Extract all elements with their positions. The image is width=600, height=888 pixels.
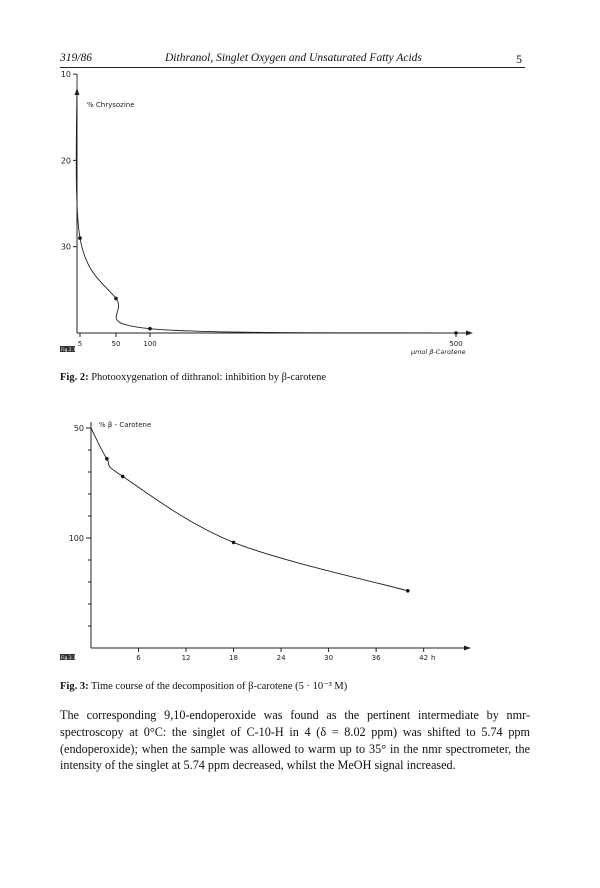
fig2-caption-text: Photooxygenation of dithranol: inhibition by β-carotene	[91, 372, 327, 383]
page-number: 5	[516, 52, 522, 66]
fig2-caption-label: Fig. 2:	[60, 372, 89, 383]
fig3-xtick-label: 36	[371, 654, 381, 662]
fig2-x-arrow	[466, 331, 473, 336]
fig2-xtick-label: 500	[449, 340, 463, 348]
fig3-xtick-label: 24	[276, 654, 286, 662]
fig3-caption-label: Fig. 3:	[60, 681, 89, 692]
fig2-caption	[60, 372, 326, 383]
fig3-xtick-label: 6	[136, 654, 141, 662]
fig2-x-axis-label: µmol β-Carotene	[411, 348, 466, 356]
fig3-data-point	[121, 475, 125, 479]
fig2-ytick-label: 10	[60, 70, 71, 80]
fig2-y-axis-label: % Chrysozine	[87, 101, 135, 109]
running-header-title: Dithranol, Singlet Oxygen and Unsaturated Fatty Acids	[165, 52, 422, 64]
fig3-xtick-label: 18	[229, 654, 239, 662]
fig2-data-point	[454, 331, 458, 335]
fig3-x-arrow	[464, 646, 471, 651]
fig3-y-axis-label: % β - Carotene	[99, 421, 152, 429]
fig2-xtick-label: 5	[77, 340, 83, 348]
fig3-caption	[60, 680, 347, 692]
fig2-ytick-label: 20	[60, 156, 71, 166]
fig3-xtick-label: 30	[324, 654, 334, 662]
fig3-series-line	[91, 428, 408, 591]
fig3-ytick-label: 100	[68, 534, 84, 543]
fig2-badge-text: Fig.2.1	[61, 348, 76, 353]
fig2-xtick-label: 100	[143, 340, 157, 348]
fig2-ytick-label: 30	[60, 242, 71, 252]
fig2-chart	[60, 70, 473, 356]
fig2-xtick-label: 50	[111, 340, 121, 348]
fig3-data-point	[232, 541, 236, 545]
fig2-series-line	[76, 74, 456, 333]
fig3-x-axis-label: h	[431, 654, 436, 662]
fig3-ytick-label: 50	[73, 424, 84, 433]
fig2-data-point	[114, 297, 118, 301]
fig3-data-point	[406, 589, 410, 593]
fig3-data-point	[105, 457, 109, 461]
fig3-xtick-label: 42	[419, 654, 429, 662]
fig2-data-point	[148, 327, 152, 331]
fig2-data-point	[78, 236, 82, 240]
fig3-xtick-label: 12	[181, 654, 191, 662]
fig3-chart	[60, 421, 471, 662]
body-paragraph: The corresponding 9,10-endoperoxide was found as the pertinent intermediate by nmr-spectroscopy at 0°C: the singlet of C-10-H in 4 (δ = 8.02 ppm) was shifted to 5.74 ppm (endoperoxide); when the sample was allowed to warm up to 35° in the nmr spectrometer, the intensity of the singlet at 5.74 ppm decreased, whilst the MeOH signal increased.	[60, 708, 530, 773]
running-header-ref: 319/86	[60, 52, 92, 64]
fig3-badge-text: Fig.3.1	[61, 656, 76, 661]
fig3-caption-text: Time course of the decomposition of β-carotene (5 · 10⁻³ M)	[91, 681, 348, 692]
